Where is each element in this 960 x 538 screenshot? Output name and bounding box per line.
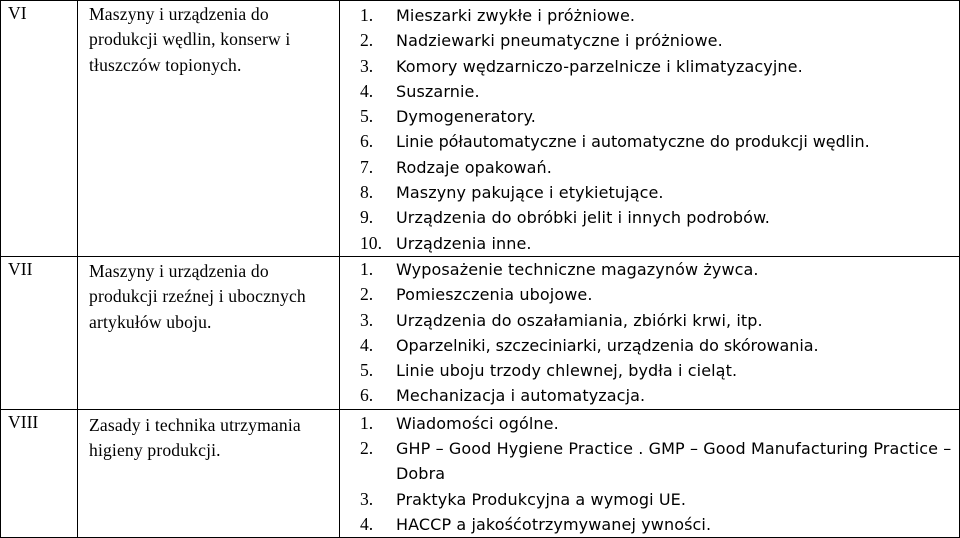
- item-number: 3.: [360, 309, 374, 330]
- item-number: 5.: [360, 360, 374, 381]
- list-item: [340, 205, 959, 230]
- item-number: 1.: [360, 5, 374, 25]
- item-number: 4.: [360, 513, 374, 534]
- list-item: [340, 155, 959, 180]
- item-number: 6.: [360, 131, 374, 152]
- list-item: [340, 231, 959, 256]
- item-text: Urządzenia do oszałamiania, zbiórki krwi, itp.: [396, 310, 763, 330]
- section-number: VII: [8, 258, 33, 279]
- item-text: Linie półautomatyczne i automatyczne do produkcji wędlin.: [396, 132, 870, 152]
- item-number: 9.: [360, 207, 374, 228]
- item-number: 3.: [360, 488, 374, 509]
- item-text: HACCP a jakośćotrzymywanej ywności.: [396, 514, 712, 534]
- section-number: VIII: [8, 411, 39, 432]
- item-number: 1.: [360, 258, 374, 279]
- section-items-cell: [340, 1, 960, 257]
- table-row: [1, 409, 960, 537]
- item-text: Wyposażenie techniczne magazynów żywca.: [396, 259, 759, 279]
- item-text: Mieszarki zwykłe i próżniowe.: [396, 6, 636, 25]
- table-row: [1, 256, 960, 409]
- list-item: [340, 79, 959, 104]
- list-item: [340, 3, 959, 28]
- table-row: [1, 1, 960, 257]
- section-topic-cell: [78, 256, 340, 409]
- list-item: [340, 54, 959, 79]
- section-items-cell: [340, 256, 960, 409]
- section-number: VI: [8, 3, 27, 23]
- item-number: 5.: [360, 106, 374, 127]
- list-item: [340, 129, 959, 154]
- item-text: Linie uboju trzody chlewnej, bydła i cieląt.: [396, 361, 738, 381]
- item-number: 1.: [360, 412, 374, 433]
- list-item: [340, 308, 959, 333]
- list-item: [340, 28, 959, 53]
- list-item: [340, 104, 959, 129]
- list-item: [340, 436, 959, 487]
- item-number: 8.: [360, 182, 374, 203]
- section-topic: Maszyny i urządzenia do produkcji rzeźnej i ubocznych artykułów uboju.: [89, 260, 306, 332]
- list-item: [340, 358, 959, 383]
- section-number-cell: [1, 409, 78, 537]
- item-number: 7.: [360, 156, 374, 177]
- item-text: Dymogeneratory.: [396, 107, 536, 127]
- list-item: [340, 333, 959, 358]
- section-topic-cell: [78, 409, 340, 537]
- section-number-cell: [1, 1, 78, 257]
- item-text: Urządzenia inne.: [396, 233, 532, 253]
- item-list: [340, 3, 959, 256]
- section-items-cell: [340, 409, 960, 537]
- item-number: 6.: [360, 385, 374, 406]
- item-number: 4.: [360, 80, 374, 101]
- item-text: Mechanizacja i automatyzacja.: [396, 386, 646, 406]
- item-text: Wiadomości ogólne.: [396, 413, 559, 433]
- item-text: Nadziewarki pneumatyczne i próżniowe.: [396, 31, 723, 51]
- item-text: Pomieszczenia ubojowe.: [396, 285, 593, 305]
- item-text: Rodzaje opakowań.: [396, 157, 552, 177]
- item-text: Praktyka Produkcyjna a wymogi UE.: [396, 489, 687, 509]
- section-number-cell: [1, 256, 78, 409]
- list-item: [340, 487, 959, 512]
- item-number: 2.: [360, 438, 374, 459]
- item-text: Urządzenia do obróbki jelit i innych podrobów.: [396, 208, 770, 228]
- section-topic: Maszyny i urządzenia do produkcji wędlin, konserw i tłuszczów topionych.: [89, 4, 291, 75]
- item-number: 3.: [360, 55, 374, 76]
- list-item: [340, 282, 959, 307]
- item-text: Suszarnie.: [396, 81, 480, 101]
- list-item: [340, 383, 959, 408]
- item-list: [340, 257, 959, 409]
- item-text: Maszyny pakujące i etykietujące.: [396, 183, 664, 203]
- item-text: Oparzelniki, szczeciniarki, urządzenia do skórowania.: [396, 335, 819, 355]
- list-item: [340, 411, 959, 436]
- list-item: [340, 180, 959, 205]
- section-topic: Zasady i technika utrzymania higieny produkcji.: [89, 414, 301, 461]
- list-item: [340, 257, 959, 282]
- item-number: 2.: [360, 30, 374, 51]
- item-number: 2.: [360, 284, 374, 305]
- item-list: [340, 411, 959, 537]
- list-item: [340, 512, 959, 537]
- section-topic-cell: [78, 1, 340, 257]
- item-number: 4.: [360, 334, 374, 355]
- item-text: GHP – Good Hygiene Practice . GMP – Good Manufacturing Practice – Dobra: [396, 439, 952, 484]
- item-number: 10.: [360, 232, 382, 253]
- item-text: Komory wędzarniczo-parzelnicze i klimatyzacyjne.: [396, 56, 803, 76]
